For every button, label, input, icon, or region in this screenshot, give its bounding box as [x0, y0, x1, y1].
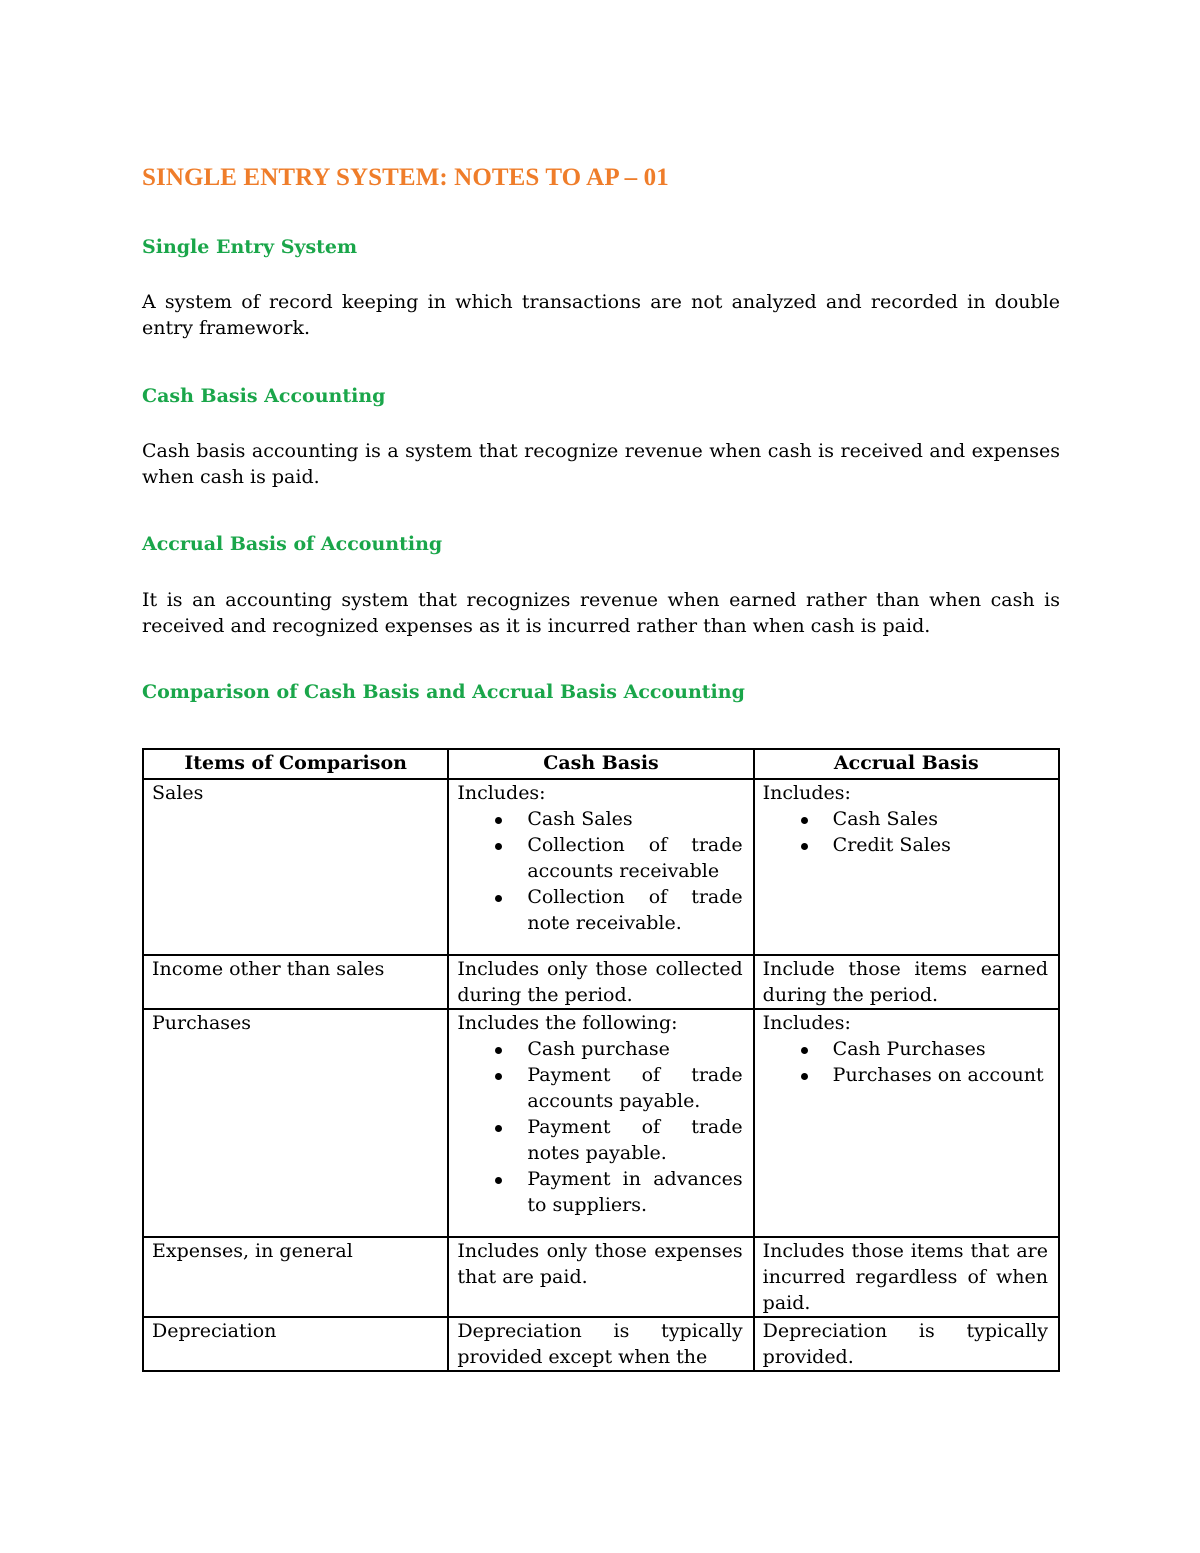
- bullet-list: [457, 806, 742, 936]
- heading-single-entry-system: Single Entry System: [142, 236, 358, 258]
- cell-intro: Includes:: [762, 782, 851, 804]
- cell-cash-basis: [448, 779, 753, 955]
- heading-cash-basis: Cash Basis Accounting: [142, 385, 386, 407]
- cell-cash-basis: [448, 1009, 753, 1237]
- list-item: Payment in advances to suppliers.: [527, 1168, 743, 1216]
- paragraph-cash-basis: Cash basis accounting is a system that recognize revenue when cash is received and expenses when cash is paid.: [142, 440, 1060, 488]
- cell-accrual-basis: Includes those items that are incurred regardless of when paid.: [754, 1237, 1059, 1317]
- header-items-of-comparison: Items of Comparison: [143, 749, 448, 779]
- cell-cash-basis: [448, 1317, 753, 1371]
- cell-accrual-basis: Include those items earned during the period.: [754, 955, 1059, 1009]
- bullet-list: [763, 806, 1048, 858]
- table-header-row: [143, 749, 1059, 779]
- list-item: Cash Sales: [527, 806, 742, 832]
- cell-cash-basis: Includes only those expenses that are paid.: [448, 1237, 753, 1317]
- paragraph-accrual-basis: It is an accounting system that recognizes revenue when earned rather than when cash is received and recognized expenses as it is incurred rather than when cash is paid.: [142, 589, 1060, 637]
- cell-item: Depreciation: [143, 1317, 448, 1371]
- list-item: Cash Sales: [833, 806, 1048, 832]
- bullet-list: [763, 1036, 1048, 1088]
- list-item: Purchases on account: [833, 1062, 1048, 1088]
- table-row: [143, 1237, 1059, 1317]
- list-item: Payment of trade accounts payable.: [527, 1064, 743, 1112]
- list-item: Collection of trade note receivable.: [527, 886, 743, 934]
- table-row: [143, 955, 1059, 1009]
- heading-comparison: Comparison of Cash Basis and Accrual Basis Accounting: [142, 681, 745, 703]
- cell-item: Sales: [143, 779, 448, 955]
- paragraph-single-entry-system: A system of record keeping in which transactions are not analyzed and recorded in double entry framework.: [142, 291, 1060, 339]
- heading-accrual-basis: Accrual Basis of Accounting: [142, 533, 443, 555]
- cell-intro: Includes the following:: [457, 1012, 678, 1034]
- list-item: Collection of trade accounts receivable: [527, 834, 743, 882]
- cell-cash-basis: Includes only those collected during the period.: [448, 955, 753, 1009]
- header-cash-basis: Cash Basis: [448, 749, 753, 779]
- cell-item: Purchases: [143, 1009, 448, 1237]
- cell-accrual-basis: [754, 1009, 1059, 1237]
- table-row: [143, 1009, 1059, 1237]
- list-item: Cash purchase: [527, 1036, 742, 1062]
- cell-item: Income other than sales: [143, 955, 448, 1009]
- cell-accrual-basis: [754, 779, 1059, 955]
- bullet-list: [457, 1036, 742, 1218]
- header-accrual-basis: Accrual Basis: [754, 749, 1059, 779]
- list-item: Cash Purchases: [833, 1036, 1048, 1062]
- table-row: [143, 779, 1059, 955]
- list-item: Payment of trade notes payable.: [527, 1116, 743, 1164]
- cell-intro: Includes:: [457, 782, 546, 804]
- comparison-table: [142, 748, 1060, 1372]
- document-title: SINGLE ENTRY SYSTEM: NOTES TO AP – 01: [142, 164, 669, 191]
- cell-accrual-basis: Depreciation is typically provided.: [754, 1317, 1059, 1371]
- cell-intro: Includes:: [762, 1012, 851, 1034]
- table-row: [143, 1317, 1059, 1371]
- cell-text: Depreciation is typically provided except when the: [457, 1320, 743, 1368]
- cell-item: Expenses, in general: [143, 1237, 448, 1317]
- list-item: Credit Sales: [833, 832, 1048, 858]
